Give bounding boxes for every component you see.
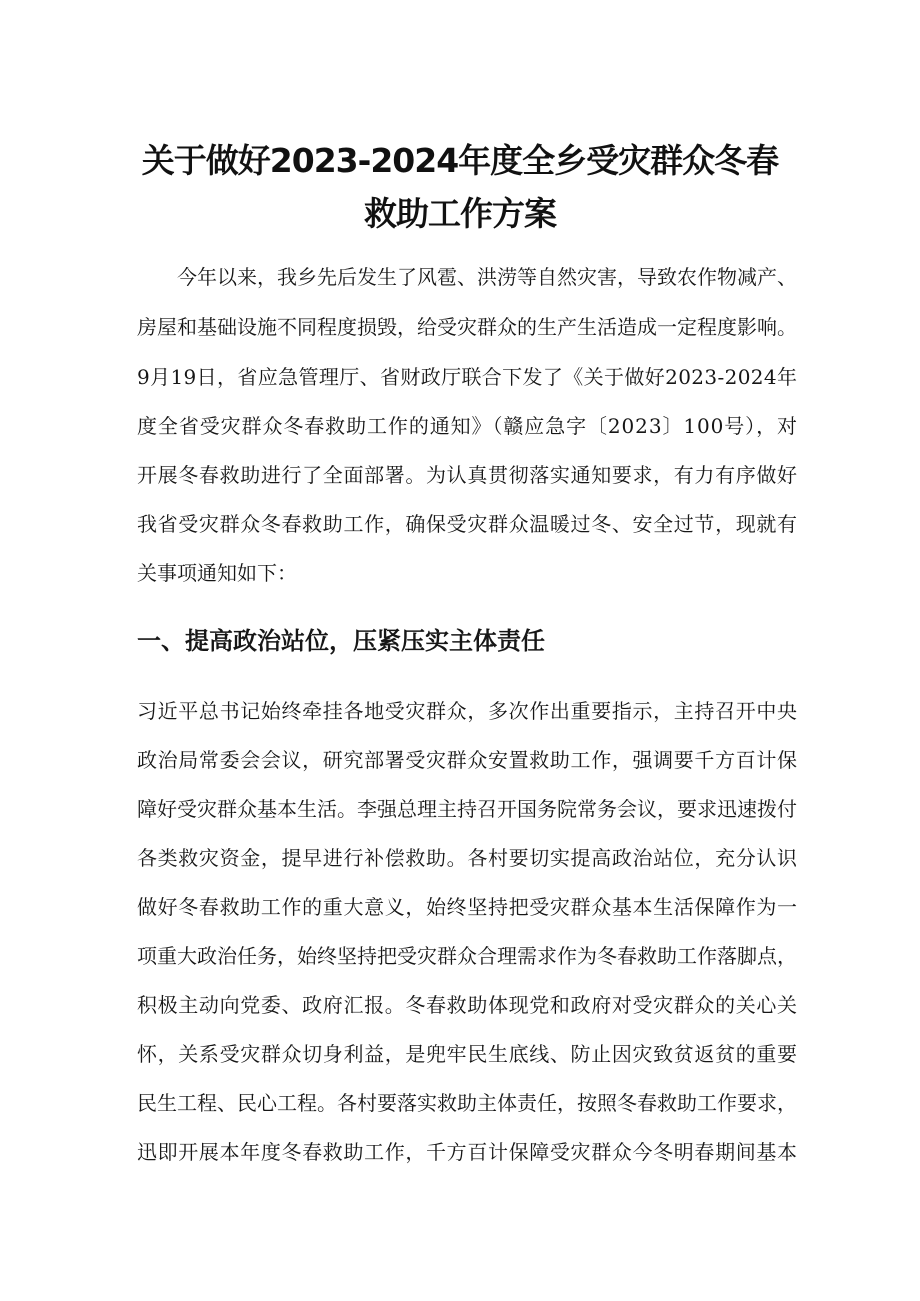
intro-line: 我省受灾群众冬春救助工作，确保受灾群众温暖过冬、安全过节，现就有 <box>137 512 798 536</box>
document-title-line-1: 关于做好2023-2024年度全乡受灾群众冬春 <box>141 141 779 180</box>
section-1-line: 积极主动向党委、政府汇报。冬春救助体现党和政府对受灾群众的关心关 <box>137 993 798 1017</box>
section-1-line: 民生工程、民心工程。各村要落实救助主体责任，按照冬春救助工作要求， <box>137 1091 797 1115</box>
document-title-line-2: 救助工作方案 <box>364 194 556 233</box>
section-1-line: 政治局常委会会议，研究部署受灾群众安置救助工作，强调要千方百计保 <box>137 748 798 772</box>
section-1-line: 各类救灾资金，提早进行补偿救助。各村要切实提高政治站位，充分认识 <box>137 846 798 870</box>
intro-line: 开展冬春救助进行了全面部署。为认真贯彻落实通知要求，有力有序做好 <box>137 463 798 487</box>
intro-line: 今年以来，我乡先后发生了风雹、洪涝等自然灾害，导致农作物减产、 <box>177 265 797 289</box>
intro-line: 关事项通知如下： <box>137 561 297 585</box>
section-1-line: 做好冬春救助工作的重大意义，始终坚持把受灾群众基本生活保障作为一 <box>137 895 798 919</box>
intro-line: 9月19日，省应急管理厅、省财政厅联合下发了《关于做好2023-2024年 <box>137 365 798 389</box>
section-1-line: 怀，关系受灾群众切身利益，是兜牢民生底线、防止因灾致贫返贫的重要 <box>137 1042 798 1066</box>
section-1-line: 项重大政治任务，始终坚持把受灾群众合理需求作为冬春救助工作落脚点， <box>137 944 797 968</box>
intro-line: 房屋和基础设施不同程度损毁，给受灾群众的生产生活造成一定程度影响。 <box>137 315 797 339</box>
section-1-line: 障好受灾群众基本生活。李强总理主持召开国务院常务会议，要求迅速拨付 <box>137 797 797 821</box>
section-1-line: 习近平总书记始终牵挂各地受灾群众，多次作出重要指示，主持召开中央 <box>137 699 798 723</box>
intro-line: 度全省受灾群众冬春救助工作的通知》（赣应急字〔2023〕100号），对 <box>137 414 798 438</box>
section-1-line: 迅即开展本年度冬春救助工作，千方百计保障受灾群众今冬明春期间基本 <box>137 1140 798 1164</box>
section-1-heading: 一、提高政治站位，压紧压实主体责任 <box>137 626 545 655</box>
